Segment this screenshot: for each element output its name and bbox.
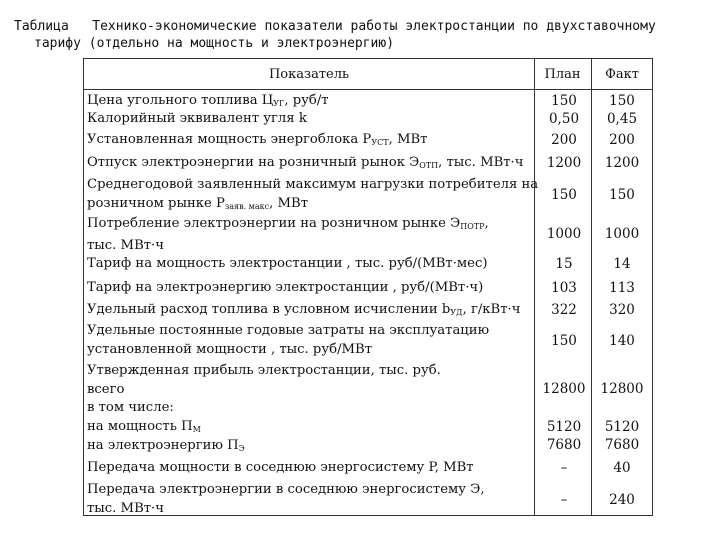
table-row-label: Тариф на электроэнергию электростанции , руб/(МВт·ч) (87, 280, 484, 295)
fact-value: 1200 (604, 155, 640, 171)
table-row-label: Утвержденная прибыль электростанции, тыс. руб. всего (87, 363, 441, 397)
table-row-label: Отпуск электроэнергии на розничный рынок $Э_{ОТП}$, тыс. МВт·ч (87, 155, 524, 170)
plan-value: 200 (551, 132, 577, 148)
table-row-label: на мощность $П_М$ (87, 419, 201, 434)
caption-line-2: тарифу (отдельно на мощность и электроэнергию) (34, 36, 395, 51)
header-fact: Факт (605, 67, 639, 82)
table-row-label: Потребление электроэнергии на розничном рынке $Э_{ПОТР}$, тыс. МВт·ч (87, 216, 489, 253)
fact-value: 5120 (604, 419, 640, 435)
plan-value: 0,50 (548, 111, 580, 127)
plan-value: 12800 (542, 381, 586, 397)
plan-value: 7680 (546, 437, 582, 453)
table-row-label: Передача электроэнергии в соседнюю энергосистему Э, тыс. МВт·ч (87, 482, 485, 516)
plan-value: 5120 (546, 419, 582, 435)
table-row-label: Цена угольного топлива $Ц_{УГ}$, руб/т (87, 93, 329, 108)
header-indicator: Показатель (268, 67, 350, 82)
plan-value: 15 (555, 256, 573, 272)
plan-value: 1000 (546, 226, 582, 242)
table-row-label: Установленная мощность энергоблока $P_{УСТ}$, МВт (87, 132, 428, 147)
plan-value: 150 (551, 187, 577, 203)
plan-value: 150 (551, 93, 577, 109)
header-plan: План (544, 67, 581, 82)
fact-value: 40 (613, 460, 631, 476)
fact-value: 150 (609, 187, 635, 203)
plan-value: 150 (551, 333, 577, 349)
header-divider (84, 89, 652, 90)
table-row-label: на электроэнергию $П_Э$ (87, 438, 245, 453)
table-row-label: Удельный расход топлива в условном исчислении $b_{УД}$, г/кВт·ч (87, 302, 521, 317)
fact-value: 14 (613, 256, 631, 272)
table-row-label: в том числе: (87, 400, 174, 415)
plan-value: 322 (551, 302, 577, 318)
caption-line-1: Таблица Технико-экономические показатели работы электростанции по двухставочному (14, 19, 656, 34)
table-row-label: Калорийный эквивалент угля k (87, 111, 307, 126)
fact-value: 12800 (600, 381, 644, 397)
plan-value: 103 (551, 280, 577, 296)
fact-value: 1000 (604, 226, 640, 242)
fact-value: 150 (609, 93, 635, 109)
fact-value: 7680 (604, 437, 640, 453)
table-row-label: Передача мощности в соседнюю энергосистему P, МВт (87, 460, 474, 475)
table-row-label: Тариф на мощность электростанции , тыс. руб/(МВт·мес) (87, 256, 488, 271)
plan-value: – (560, 460, 568, 476)
fact-value: 0,45 (606, 111, 638, 127)
fact-value: 113 (609, 280, 635, 296)
plan-value: 1200 (546, 155, 582, 171)
plan-value: – (560, 492, 568, 508)
table-caption (14, 18, 714, 52)
table-row-label: Среднегодовой заявленный максимум нагрузки потребителя на розничном рынке $P_{заяв. макс}$, МВт (87, 177, 539, 211)
indicators-table (83, 58, 653, 516)
fact-value: 200 (609, 132, 635, 148)
table-row-label: Удельные постоянные годовые затраты на эксплуатацию установленной мощности , тыс. руб/МВт (87, 323, 490, 357)
fact-value: 140 (609, 333, 635, 349)
fact-value: 240 (609, 492, 635, 508)
fact-value: 320 (609, 302, 635, 318)
